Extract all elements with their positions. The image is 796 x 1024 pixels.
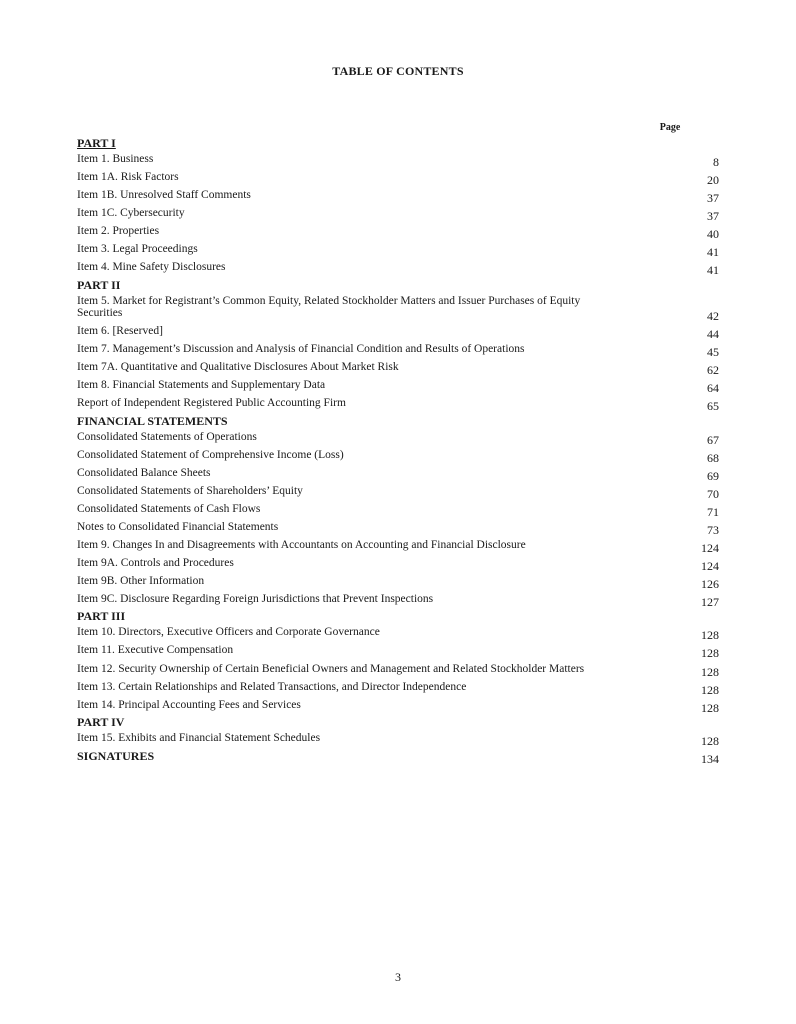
toc-entry[interactable]: Item 1B. Unresolved Staff Comments 37 bbox=[77, 189, 719, 205]
toc-entry[interactable]: Item 3. Legal Proceedings 41 bbox=[77, 243, 719, 259]
toc-entry[interactable]: Item 1. Business 8 bbox=[77, 153, 719, 169]
toc-entry[interactable]: Item 2. Properties 40 bbox=[77, 225, 719, 241]
document-title: TABLE OF CONTENTS bbox=[332, 64, 464, 78]
toc-entry[interactable]: Consolidated Balance Sheets 69 bbox=[77, 466, 719, 483]
toc-entry[interactable]: Item 6. [Reserved] 44 bbox=[77, 325, 719, 341]
toc-entry[interactable]: Item 8. Financial Statements and Supplementary Data 64 bbox=[77, 379, 719, 395]
toc-entry[interactable]: Notes to Consolidated Financial Statements 73 bbox=[77, 520, 719, 537]
section-heading-part-2: PART II bbox=[77, 277, 121, 292]
section-heading-part-1: PART I bbox=[77, 136, 116, 150]
toc-entry[interactable]: Consolidated Statements of Operations 67 bbox=[77, 430, 719, 447]
signatures-page: 134 bbox=[701, 751, 719, 766]
toc-entry[interactable]: Consolidated Statement of Comprehensive Income (Loss) 68 bbox=[77, 448, 719, 465]
toc-entry[interactable]: Item 5. Market for Registrant’s Common Equity, Related Stockholder Matters and Issuer Purchases of Equity Securities 42 bbox=[77, 294, 719, 323]
toc-entry[interactable]: Item 7A. Quantitative and Qualitative Disclosures About Market Risk 62 bbox=[77, 361, 719, 377]
page-number: 3 bbox=[395, 970, 401, 984]
toc-entry[interactable]: Consolidated Statements of Shareholders’ Equity 70 bbox=[77, 484, 719, 501]
page-column-header: Page bbox=[659, 122, 681, 133]
section-heading-financial-statements: FINANCIAL STATEMENTS bbox=[77, 413, 228, 428]
section-heading-part-3: PART III bbox=[77, 609, 126, 623]
toc-entry[interactable]: Item 9. Changes In and Disagreements with Accountants on Accounting and Financial Disclosure 124 bbox=[77, 538, 719, 555]
toc-entry[interactable]: Item 9C. Disclosure Regarding Foreign Jurisdictions that Prevent Inspections 127 bbox=[77, 592, 719, 609]
toc-entry[interactable]: Report of Independent Registered Public Accounting Firm 65 bbox=[77, 397, 719, 413]
table-of-contents bbox=[77, 136, 719, 766]
toc-entry[interactable]: Item 14. Principal Accounting Fees and Services 128 bbox=[77, 698, 719, 715]
toc-entry[interactable]: Consolidated Statements of Cash Flows 71 bbox=[77, 502, 719, 519]
signatures-label: SIGNATURES bbox=[77, 748, 155, 763]
toc-entry-signatures[interactable] bbox=[77, 748, 719, 766]
toc-entry[interactable]: Item 13. Certain Relationships and Related Transactions, and Director Independence 128 bbox=[77, 680, 719, 697]
toc-entry[interactable]: Item 9B. Other Information 126 bbox=[77, 574, 719, 591]
toc-entry[interactable]: Item 4. Mine Safety Disclosures 41 bbox=[77, 261, 719, 277]
toc-entry[interactable]: Item 1A. Risk Factors 20 bbox=[77, 171, 719, 187]
toc-entry[interactable]: Item 10. Directors, Executive Officers and Corporate Governance 128 bbox=[77, 626, 719, 642]
section-heading-part-4: PART IV bbox=[77, 715, 125, 729]
toc-entry[interactable]: Item 11. Executive Compensation 128 bbox=[77, 644, 719, 660]
toc-entry[interactable]: Item 12. Security Ownership of Certain Beneficial Owners and Management and Related Stockholder Matters 128 bbox=[77, 662, 719, 679]
toc-entry[interactable]: Item 9A. Controls and Procedures 124 bbox=[77, 556, 719, 573]
toc-entry[interactable]: Item 15. Exhibits and Financial Statement Schedules 128 bbox=[77, 732, 719, 748]
toc-entry[interactable]: Item 1C. Cybersecurity 37 bbox=[77, 207, 719, 223]
toc-entry[interactable]: Item 7. Management’s Discussion and Analysis of Financial Condition and Results of Operations 45 bbox=[77, 343, 719, 359]
